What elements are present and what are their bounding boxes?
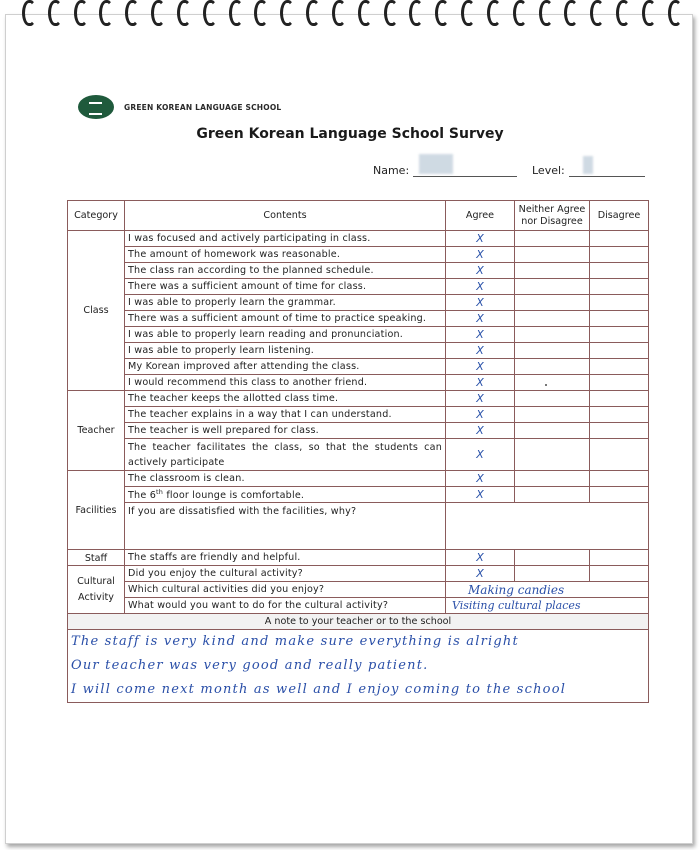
row-content: I was able to properly learn reading and pronunciation. xyxy=(125,327,446,343)
disagree-cell[interactable] xyxy=(590,359,649,375)
name-line xyxy=(413,163,517,177)
disagree-cell[interactable] xyxy=(590,423,649,439)
row-content: There was a sufficient amount of time to practice speaking. xyxy=(125,311,446,327)
agree-cell[interactable] xyxy=(446,423,515,439)
table-row xyxy=(68,359,649,375)
row-content: The amount of homework was reasonable. xyxy=(125,247,446,263)
row-content: The staffs are friendly and helpful. xyxy=(125,550,446,566)
row-content: The teacher explains in a way that I can understand. xyxy=(125,407,446,423)
table-row xyxy=(68,471,649,487)
row-content: I was able to properly learn listening. xyxy=(125,343,446,359)
neutral-cell[interactable] xyxy=(515,375,590,391)
table-row xyxy=(68,582,649,598)
table-row xyxy=(68,343,649,359)
disagree-cell[interactable] xyxy=(590,263,649,279)
note-box[interactable] xyxy=(68,630,649,703)
redacted-name xyxy=(419,154,453,174)
table-row xyxy=(68,311,649,327)
disagree-cell[interactable] xyxy=(590,391,649,407)
page-title: Green Korean Language School Survey xyxy=(196,126,504,142)
check-mark: X xyxy=(476,376,484,389)
category-staff: Staff xyxy=(68,550,125,566)
neutral-cell[interactable] xyxy=(515,423,590,439)
disagree-cell[interactable] xyxy=(590,311,649,327)
row-content: I was focused and actively participating in class. xyxy=(125,231,446,247)
check-mark: X xyxy=(476,248,484,261)
disagree-cell[interactable] xyxy=(590,295,649,311)
agree-cell[interactable] xyxy=(446,391,515,407)
neutral-cell[interactable] xyxy=(515,550,590,566)
neutral-cell[interactable] xyxy=(515,487,590,503)
row-content: I would recommend this class to another friend. xyxy=(125,375,446,391)
header-contents: Contents xyxy=(125,201,446,231)
row-content: There was a sufficient amount of time for class. xyxy=(125,279,446,295)
note-line: I will come next month as well and I enjoy coming to the school xyxy=(71,682,567,697)
neutral-cell[interactable] xyxy=(515,391,590,407)
disagree-cell[interactable] xyxy=(590,566,649,582)
name-field xyxy=(373,163,517,177)
neutral-cell[interactable] xyxy=(515,231,590,247)
check-mark: X xyxy=(476,232,484,245)
row-content: The teacher keeps the allotted class time. xyxy=(125,391,446,407)
disagree-cell[interactable] xyxy=(590,471,649,487)
pen-dot xyxy=(545,384,547,386)
table-row xyxy=(68,375,649,391)
row-content: The class ran according to the planned schedule. xyxy=(125,263,446,279)
agree-cell[interactable] xyxy=(446,566,515,582)
cultural-answer-2[interactable]: Visiting cultural places xyxy=(446,598,649,614)
table-row xyxy=(68,439,649,471)
table-row xyxy=(68,407,649,423)
neutral-cell[interactable] xyxy=(515,247,590,263)
row-content: The classroom is clean. xyxy=(125,471,446,487)
school-logo-icon xyxy=(78,95,114,119)
header-neutral: Neither Agree nor Disagree xyxy=(515,201,590,231)
check-mark: X xyxy=(476,448,484,461)
check-mark: X xyxy=(476,551,484,564)
table-row xyxy=(68,295,649,311)
check-mark: X xyxy=(476,296,484,309)
table-row xyxy=(68,487,649,503)
note-row xyxy=(68,630,649,703)
row-content: The teacher facilitates the class, so that the students can actively participate xyxy=(125,439,446,471)
table-row xyxy=(68,503,649,550)
neutral-cell[interactable] xyxy=(515,327,590,343)
agree-cell[interactable] xyxy=(446,343,515,359)
school-logo xyxy=(78,95,281,119)
row-content: Did you enjoy the cultural activity? xyxy=(125,566,446,582)
category-facilities: Facilities xyxy=(68,471,125,550)
neutral-cell[interactable] xyxy=(515,471,590,487)
disagree-cell[interactable] xyxy=(590,247,649,263)
neutral-cell[interactable] xyxy=(515,311,590,327)
neutral-cell[interactable] xyxy=(515,407,590,423)
table-row xyxy=(68,279,649,295)
header-disagree: Disagree xyxy=(590,201,649,231)
check-mark: X xyxy=(476,408,484,421)
category-class: Class xyxy=(68,231,125,391)
disagree-cell[interactable] xyxy=(590,407,649,423)
table-row xyxy=(68,247,649,263)
agree-cell[interactable] xyxy=(446,439,515,471)
survey-table xyxy=(67,200,649,703)
header-category: Category xyxy=(68,201,125,231)
check-mark: X xyxy=(476,264,484,277)
agree-cell[interactable] xyxy=(446,311,515,327)
disagree-cell[interactable] xyxy=(590,550,649,566)
table-row xyxy=(68,231,649,247)
logo-text: GREEN KOREAN LANGUAGE SCHOOL xyxy=(124,102,282,112)
disagree-cell[interactable] xyxy=(590,375,649,391)
check-mark: X xyxy=(476,328,484,341)
agree-cell[interactable] xyxy=(446,279,515,295)
agree-cell[interactable] xyxy=(446,487,515,503)
agree-cell[interactable] xyxy=(446,263,515,279)
table-header-row xyxy=(68,201,649,231)
spiral-binding xyxy=(22,0,682,30)
name-label: Name: xyxy=(373,164,410,177)
row-content: My Korean improved after attending the class. xyxy=(125,359,446,375)
neutral-cell[interactable] xyxy=(515,359,590,375)
neutral-cell[interactable] xyxy=(515,343,590,359)
row-content: What would you want to do for the cultural activity? xyxy=(125,598,446,614)
check-mark: X xyxy=(476,360,484,373)
note-heading: A note to your teacher or to the school xyxy=(68,614,649,630)
agree-cell[interactable] xyxy=(446,247,515,263)
agree-cell[interactable] xyxy=(446,295,515,311)
header-agree: Agree xyxy=(446,201,515,231)
check-mark: X xyxy=(476,392,484,405)
check-mark: X xyxy=(476,424,484,437)
disagree-cell[interactable] xyxy=(590,231,649,247)
table-row xyxy=(68,391,649,407)
check-mark: X xyxy=(476,280,484,293)
neutral-cell[interactable] xyxy=(515,566,590,582)
note-header-row xyxy=(68,614,649,630)
facilities-question: If you are dissatisfied with the facilities, why? xyxy=(125,503,446,550)
table-row xyxy=(68,423,649,439)
disagree-cell[interactable] xyxy=(590,439,649,471)
disagree-cell[interactable] xyxy=(590,279,649,295)
row-content: Which cultural activities did you enjoy? xyxy=(125,582,446,598)
neutral-cell[interactable] xyxy=(515,263,590,279)
level-label: Level: xyxy=(532,164,565,177)
disagree-cell[interactable] xyxy=(590,327,649,343)
row-content: I was able to properly learn the grammar. xyxy=(125,295,446,311)
agree-cell[interactable] xyxy=(446,231,515,247)
table-row xyxy=(68,327,649,343)
note-line: The staff is very kind and make sure everything is alright xyxy=(71,634,519,649)
redacted-level xyxy=(583,156,593,174)
check-mark: X xyxy=(476,488,484,501)
note-line: Our teacher was very good and really patient. xyxy=(71,658,429,673)
table-row xyxy=(68,550,649,566)
table-row xyxy=(68,263,649,279)
check-mark: X xyxy=(476,567,484,580)
agree-cell[interactable] xyxy=(446,550,515,566)
agree-cell[interactable] xyxy=(446,471,515,487)
disagree-cell[interactable] xyxy=(590,343,649,359)
category-teacher: Teacher xyxy=(68,391,125,471)
neutral-cell[interactable] xyxy=(515,279,590,295)
facilities-answer-cell[interactable] xyxy=(446,503,649,550)
disagree-cell[interactable] xyxy=(590,487,649,503)
agree-cell[interactable] xyxy=(446,359,515,375)
check-mark: X xyxy=(476,344,484,357)
table-row xyxy=(68,598,649,614)
level-line xyxy=(569,163,645,177)
category-cultural: Cultural Activity xyxy=(68,566,125,614)
level-field xyxy=(532,163,645,177)
table-row xyxy=(68,566,649,582)
row-content: The teacher is well prepared for class. xyxy=(125,423,446,439)
cultural-answer-1[interactable]: Making candies xyxy=(446,582,649,598)
row-content: The 6th floor lounge is comfortable. xyxy=(125,487,446,503)
neutral-cell[interactable] xyxy=(515,439,590,471)
neutral-cell[interactable] xyxy=(515,295,590,311)
agree-cell[interactable] xyxy=(446,375,515,391)
check-mark: X xyxy=(476,312,484,325)
agree-cell[interactable] xyxy=(446,407,515,423)
agree-cell[interactable] xyxy=(446,327,515,343)
check-mark: X xyxy=(476,472,484,485)
